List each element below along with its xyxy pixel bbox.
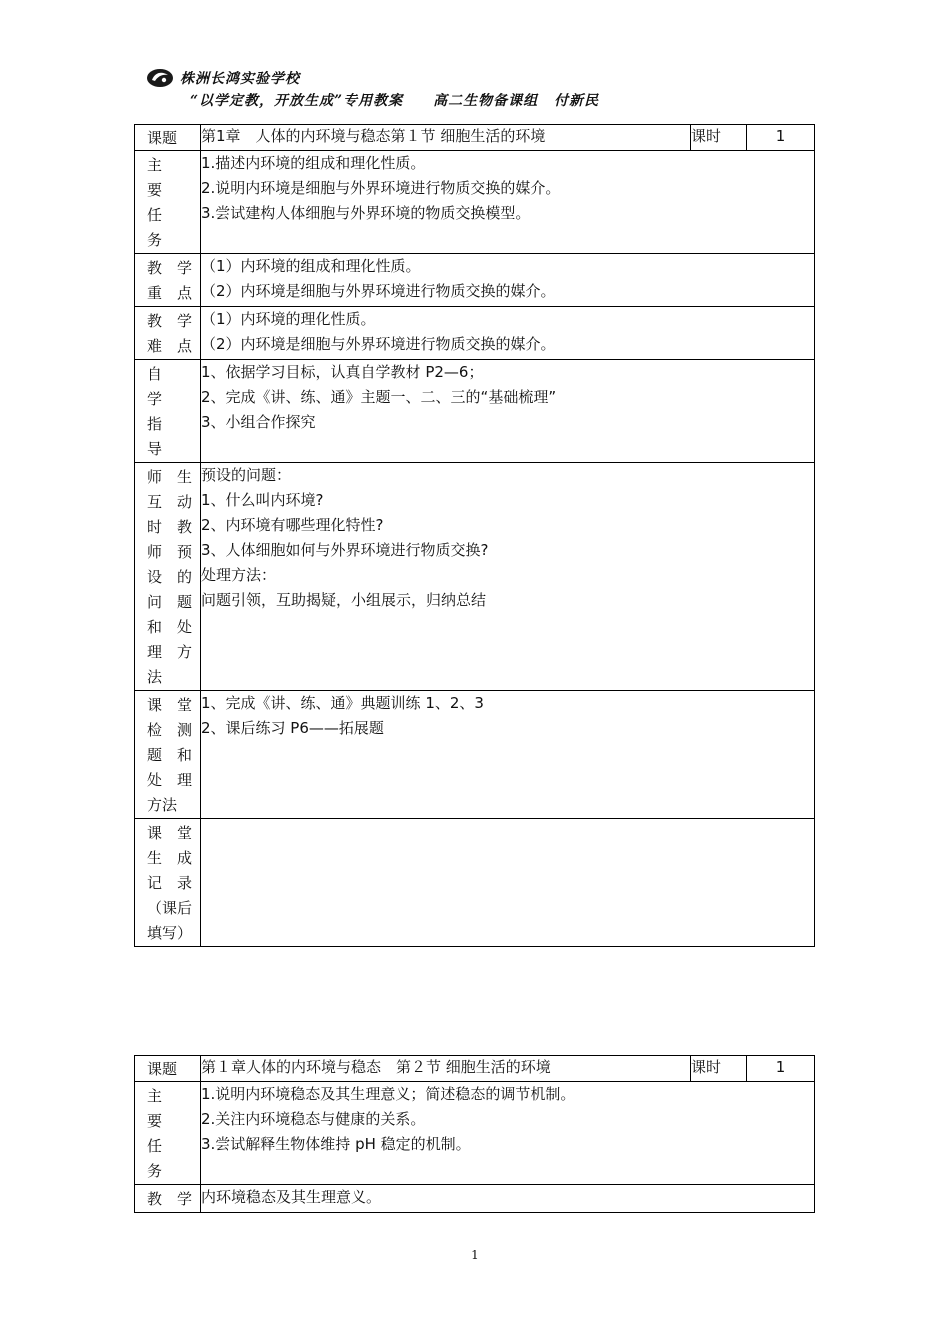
label-char bbox=[147, 490, 192, 515]
lesson-plan-table-1 bbox=[134, 124, 815, 947]
label-char-part: 的 bbox=[176, 568, 192, 586]
label-char bbox=[147, 768, 192, 793]
label-char-part: 理 bbox=[176, 771, 192, 789]
row-label-cell bbox=[135, 360, 201, 463]
content-line: 1.说明内环境稳态及其生理意义；简述稳态的调节机制。 bbox=[201, 1085, 576, 1103]
label-char-part: 方 bbox=[176, 643, 192, 661]
content-line: 3.尝试解释生物体维持 pH 稳定的机制。 bbox=[201, 1135, 471, 1153]
hours-label: 课时 bbox=[691, 1056, 747, 1082]
topic-row bbox=[135, 125, 815, 151]
prep-group: 高二生物备课组 bbox=[433, 93, 539, 109]
label-char-part: 课 bbox=[147, 824, 163, 842]
content-line: 1、完成《讲、练、通》典题训练 1、2、3 bbox=[201, 694, 484, 712]
label-char-part: 处 bbox=[176, 618, 192, 636]
row-label-cell bbox=[135, 463, 201, 691]
label-char-part: 学 bbox=[176, 312, 192, 330]
label-char-part: 学 bbox=[176, 259, 192, 277]
label-char-part: 师 bbox=[147, 468, 163, 486]
page-header bbox=[146, 68, 599, 110]
label-char bbox=[147, 871, 192, 896]
row-label-cell bbox=[135, 819, 201, 947]
label-char bbox=[147, 590, 192, 615]
classroom-test-row bbox=[135, 691, 815, 819]
row-label-cell bbox=[135, 1082, 201, 1185]
label-char-part: 录 bbox=[176, 874, 192, 892]
content-line: 1、依据学习目标，认真自学教材 P2—6； bbox=[201, 363, 484, 381]
topic-text: 第１章人体的内环境与稳态 第２节 细胞生活的环境 bbox=[201, 1056, 691, 1082]
content-line: 3、人体细胞如何与外界环境进行物质交换? bbox=[201, 541, 489, 559]
label-char-part: 难 bbox=[147, 337, 163, 355]
label-char bbox=[147, 334, 192, 359]
topic-label: 课题 bbox=[147, 129, 178, 147]
label-char-part: 点 bbox=[176, 337, 192, 355]
content-line: 1.描述内环境的组成和理化性质。 bbox=[201, 154, 426, 172]
label-char-part: 题 bbox=[176, 593, 192, 611]
label-char: 指 bbox=[147, 415, 163, 433]
hours-value: 1 bbox=[747, 125, 815, 151]
header-subline bbox=[190, 90, 599, 110]
label-char-part: 教 bbox=[147, 312, 163, 330]
content-line: 内环境稳态及其生理意义。 bbox=[201, 1188, 382, 1206]
interaction-row bbox=[135, 463, 815, 691]
topic-label-cell bbox=[135, 1056, 201, 1082]
label-char: 要 bbox=[147, 1112, 163, 1130]
row-content bbox=[201, 360, 815, 463]
label-char bbox=[147, 693, 192, 718]
hours-label: 课时 bbox=[691, 125, 747, 151]
content-line: 2、内环境有哪些理化特性? bbox=[201, 516, 384, 534]
main-tasks-row bbox=[135, 151, 815, 254]
label-char-part: 理 bbox=[147, 643, 163, 661]
content-line: 处理方法： bbox=[201, 566, 277, 584]
content-line: 2.关注内环境稳态与健康的关系。 bbox=[201, 1110, 426, 1128]
label-char bbox=[147, 540, 192, 565]
label-char: 导 bbox=[147, 440, 163, 458]
hours-value: 1 bbox=[747, 1056, 815, 1082]
content-line: （1）内环境的组成和理化性质。 bbox=[201, 257, 421, 275]
key-points-row bbox=[135, 1185, 815, 1213]
content-line: 2、课后练习 P6——拓展题 bbox=[201, 719, 384, 737]
label-char-part: 学 bbox=[176, 1190, 192, 1208]
row-content bbox=[201, 463, 815, 691]
record-blank-cell bbox=[201, 819, 815, 947]
label-char: 法 bbox=[147, 668, 163, 686]
label-char-part: 和 bbox=[147, 618, 163, 636]
difficult-points-row bbox=[135, 307, 815, 360]
label-char: 自 bbox=[147, 365, 163, 383]
row-content bbox=[201, 254, 815, 307]
label-char-part: 成 bbox=[176, 849, 192, 867]
label-char bbox=[147, 718, 192, 743]
row-label-cell bbox=[135, 1185, 201, 1213]
label-char-part: 教 bbox=[176, 518, 192, 536]
school-line bbox=[146, 68, 599, 88]
content-line: 3、小组合作探究 bbox=[201, 413, 316, 431]
row-content bbox=[201, 691, 815, 819]
label-char: 任 bbox=[147, 206, 163, 224]
label-char-part: 题 bbox=[147, 746, 163, 764]
label-char: 主 bbox=[147, 156, 163, 174]
content-line: （2）内环境是细胞与外界环境进行物质交换的媒介。 bbox=[201, 282, 556, 300]
page-number: 1 bbox=[471, 1248, 479, 1262]
row-content bbox=[201, 1185, 815, 1213]
label-char-part: 测 bbox=[176, 721, 192, 739]
topic-row bbox=[135, 1056, 815, 1082]
label-char bbox=[147, 1187, 192, 1212]
content-line: 2.说明内环境是细胞与外界环境进行物质交换的媒介。 bbox=[201, 179, 561, 197]
label-char-part: 预 bbox=[176, 543, 192, 561]
label-char-part: 课 bbox=[147, 696, 163, 714]
label-char bbox=[147, 821, 192, 846]
label-char bbox=[147, 615, 192, 640]
label-char: 任 bbox=[147, 1137, 163, 1155]
content-line: 问题引领，互助揭疑，小组展示，归纳总结 bbox=[201, 591, 487, 609]
slogan: “以学定教，开放生成”专用教案 bbox=[190, 93, 404, 109]
row-label-cell bbox=[135, 254, 201, 307]
content-line: 2、完成《讲、练、通》主题一、二、三的“基础梳理” bbox=[201, 388, 557, 406]
label-char-part: 教 bbox=[147, 259, 163, 277]
row-content bbox=[201, 307, 815, 360]
label-char-part: 堂 bbox=[176, 696, 192, 714]
content-line: （1）内环境的理化性质。 bbox=[201, 310, 376, 328]
classroom-record-row bbox=[135, 819, 815, 947]
row-content bbox=[201, 151, 815, 254]
label-char: 要 bbox=[147, 181, 163, 199]
label-char-part: 师 bbox=[147, 543, 163, 561]
content-line: 预设的问题： bbox=[201, 466, 292, 484]
label-char: 务 bbox=[147, 1162, 163, 1180]
self-study-row bbox=[135, 360, 815, 463]
topic-text: 第1章 人体的内环境与稳态第１节 细胞生活的环境 bbox=[201, 125, 691, 151]
label-char bbox=[147, 515, 192, 540]
label-char-part: 问 bbox=[147, 593, 163, 611]
label-char: 务 bbox=[147, 231, 163, 249]
label-char-part: 处 bbox=[147, 771, 163, 789]
key-points-row bbox=[135, 254, 815, 307]
content-line: 1、什么叫内环境? bbox=[201, 491, 324, 509]
label-char-part: 检 bbox=[147, 721, 163, 739]
label-char-part: 生 bbox=[147, 849, 163, 867]
label-char-part: 和 bbox=[176, 746, 192, 764]
label-char: 填写） bbox=[147, 924, 193, 942]
topic-label-cell bbox=[135, 125, 201, 151]
label-char-part: 重 bbox=[147, 284, 163, 302]
row-label-cell bbox=[135, 151, 201, 254]
label-char: 学 bbox=[147, 390, 163, 408]
label-char bbox=[147, 565, 192, 590]
lesson-plan-table-2 bbox=[134, 1055, 815, 1213]
main-tasks-row bbox=[135, 1082, 815, 1185]
label-char-part: 堂 bbox=[176, 824, 192, 842]
label-char-part: 教 bbox=[147, 1190, 163, 1208]
content-line: 3.尝试建构人体细胞与外界环境的物质交换模型。 bbox=[201, 204, 531, 222]
label-char bbox=[147, 465, 192, 490]
author: 付新民 bbox=[554, 93, 600, 109]
label-char-part: 点 bbox=[176, 284, 192, 302]
content-line: （2）内环境是细胞与外界环境进行物质交换的媒介。 bbox=[201, 335, 556, 353]
school-logo-icon bbox=[146, 68, 174, 88]
topic-label: 课题 bbox=[147, 1060, 178, 1078]
label-char: 主 bbox=[147, 1087, 163, 1105]
label-char bbox=[147, 846, 192, 871]
label-char-part: 生 bbox=[176, 468, 192, 486]
label-char-part: 设 bbox=[147, 568, 163, 586]
school-name: 株洲长鸿实验学校 bbox=[180, 71, 300, 87]
row-content bbox=[201, 1082, 815, 1185]
label-char bbox=[147, 309, 192, 334]
label-char-part: 记 bbox=[147, 874, 163, 892]
row-label-cell bbox=[135, 307, 201, 360]
label-char: 方法 bbox=[147, 796, 178, 814]
label-char bbox=[147, 256, 192, 281]
label-char-part: 动 bbox=[176, 493, 192, 511]
label-char bbox=[147, 743, 192, 768]
row-label-cell bbox=[135, 691, 201, 819]
label-char bbox=[147, 281, 192, 306]
label-char-part: 时 bbox=[147, 518, 163, 536]
label-char bbox=[147, 640, 192, 665]
label-char: （课后 bbox=[147, 899, 193, 917]
label-char-part: 互 bbox=[147, 493, 163, 511]
